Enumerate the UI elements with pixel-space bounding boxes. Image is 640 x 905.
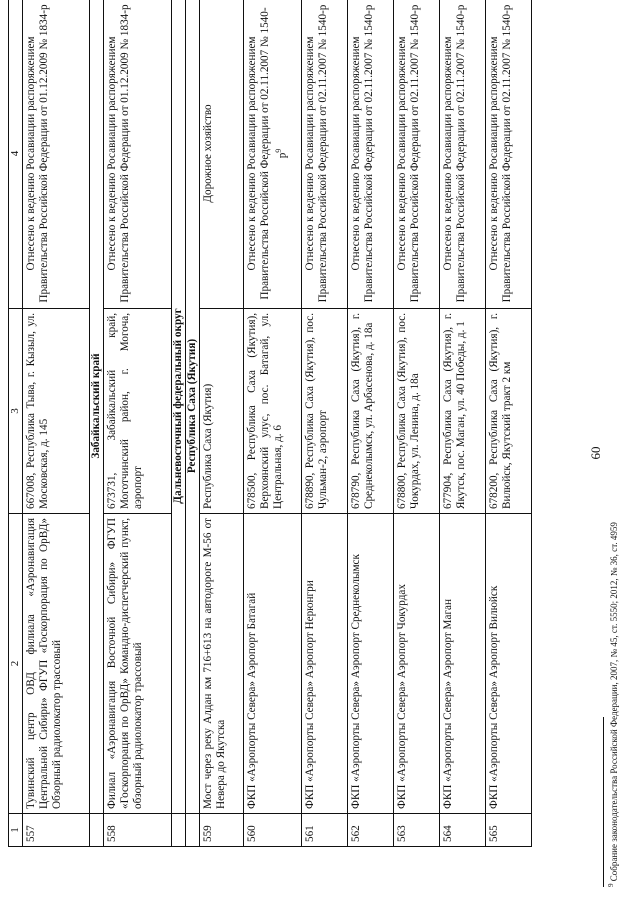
object-name: Мост через реку Алдан км 716+613 на автодороге М-56 от Невера до Якутска <box>200 514 244 814</box>
table-row <box>104 0 172 847</box>
region-row <box>172 0 186 847</box>
object-basis <box>244 0 302 309</box>
object-basis: Отнесено к ведению Росавиации распоряжением Правительства Российской Федерации от 01.12.2009 № 1834-р <box>23 0 90 309</box>
object-address: 678500, Республика Саха (Якутия), Верхоянский улус, пос. Батагай, ул. Центральная, д. 6 <box>244 309 302 514</box>
row-number: 557 <box>23 814 90 847</box>
header-cell: 3 <box>9 309 23 514</box>
object-basis: Отнесено к ведению Росавиации распоряжением Правительства Российской Федерации от 02.11.2007 № 1540-р <box>302 0 348 309</box>
region-heading: Дальневосточный федеральный округ <box>172 0 186 814</box>
object-basis: Отнесено к ведению Росавиации распоряжением Правительства Российской Федерации от 02.11.2007 № 1540-р <box>348 0 394 309</box>
object-address: 673731, Забайкальский край, Моготчинский район, г. Могоча, аэропорт <box>104 309 172 514</box>
object-basis: Отнесено к ведению Росавиации распоряжением Правительства Российской Федерации от 02.11.2007 № 1540-р <box>394 0 440 309</box>
object-address: 677904, Республика Саха (Якутия), г. Якутск, пос. Маган, ул. 40 Победы, д. 1 <box>440 309 486 514</box>
object-address: 678800, Республика Саха (Якутия), пос. Чокурдах, ул. Ленина, д. 18а <box>394 309 440 514</box>
table-row <box>440 0 486 847</box>
row-number: 560 <box>244 814 302 847</box>
header-row <box>9 0 23 847</box>
footnote-marker: 9 <box>607 883 615 887</box>
object-basis: Дорожное хозяйство <box>200 0 244 309</box>
footnote-text: Собрание законодательства Российской Федерации, 2007, № 45, ст. 5550; 2012, № 36, ст. 4959 <box>609 522 619 882</box>
object-basis: Отнесено к ведению Росавиации распоряжением Правительства Российской Федерации от 02.11.2007 № 1540-р <box>440 0 486 309</box>
row-number: 562 <box>348 814 394 847</box>
region-heading: Забайкальский край <box>90 0 104 814</box>
row-number: 564 <box>440 814 486 847</box>
object-name: Тувинский центр ОВД филиала «Аэронавигация Центральной Сибири» ФГУП «Госкорпорация по ОрВД» Обзорный радиолокатор трассовый <box>23 514 90 814</box>
page-number: 60 <box>588 446 603 460</box>
object-name: ФКП «Аэропорты Севера» Аэропорт Среднеколымск <box>348 514 394 814</box>
object-name: ФКП «Аэропорты Севера» Аэропорт Нерюнгри <box>302 514 348 814</box>
header-cell: 4 <box>9 0 23 309</box>
table-row <box>348 0 394 847</box>
footnote-divider <box>603 717 604 887</box>
object-name: ФКП «Аэропорты Севера» Аэропорт Вилюйск <box>486 514 532 814</box>
header-cell: 1 <box>9 814 23 847</box>
object-address: Республика Саха (Якутия) <box>200 309 244 514</box>
object-basis: Отнесено к ведению Росавиации распоряжением Правительства Российской Федерации от 02.11.2007 № 1540-р <box>486 0 532 309</box>
row-number: 559 <box>200 814 244 847</box>
row-number: 565 <box>486 814 532 847</box>
object-address: 667008, Республика Тыва, г. Кызыл, ул. Московская, д. 145 <box>23 309 90 514</box>
row-number: 558 <box>104 814 172 847</box>
object-basis-text: Отнесено к ведению Росавиации распоряжением Правительства Российской Федерации от 02.11.2007 № 1540-р <box>246 7 289 300</box>
row-number: 563 <box>394 814 440 847</box>
table-row <box>302 0 348 847</box>
table-row <box>486 0 532 847</box>
region-heading: Республика Саха (Якутия) <box>186 0 200 814</box>
object-basis: Отнесено к ведению Росавиации распоряжением Правительства Российской Федерации от 01.12.2009 № 1834-р <box>104 0 172 309</box>
header-cell: 2 <box>9 514 23 814</box>
table-row <box>200 0 244 847</box>
object-address: 678890, Республика Саха (Якутия), пос. Чульман-2, аэропорт <box>302 309 348 514</box>
objects-table <box>8 0 532 847</box>
object-address: 678790, Республика Саха (Якутия), г. Среднеколымск, ул. Арбасенова, д. 18а <box>348 309 394 514</box>
row-number: 561 <box>302 814 348 847</box>
object-name: ФКП «Аэропорты Севера» Аэропорт Чокурдах <box>394 514 440 814</box>
object-name: ФКП «Аэропорты Севера» Аэропорт Маган <box>440 514 486 814</box>
region-row <box>90 0 104 847</box>
region-row <box>186 0 200 847</box>
table-row <box>244 0 302 847</box>
footnote-ref: 9 <box>274 148 283 153</box>
object-address: 678200, Республика Саха (Якутия), г. Вилюйск, Якутский тракт 2 км <box>486 309 532 514</box>
footnote <box>603 27 619 887</box>
object-name: ФКП «Аэропорты Севера» Аэропорт Батагай <box>244 514 302 814</box>
object-name: Филиал «Аэронавигация Восточной Сибири» ФГУП «Госкорпорация по ОрВД» Командно-диспетчерский пункт, обзорный радиолокатор трассовый <box>104 514 172 814</box>
table-row <box>23 0 90 847</box>
table-row <box>394 0 440 847</box>
